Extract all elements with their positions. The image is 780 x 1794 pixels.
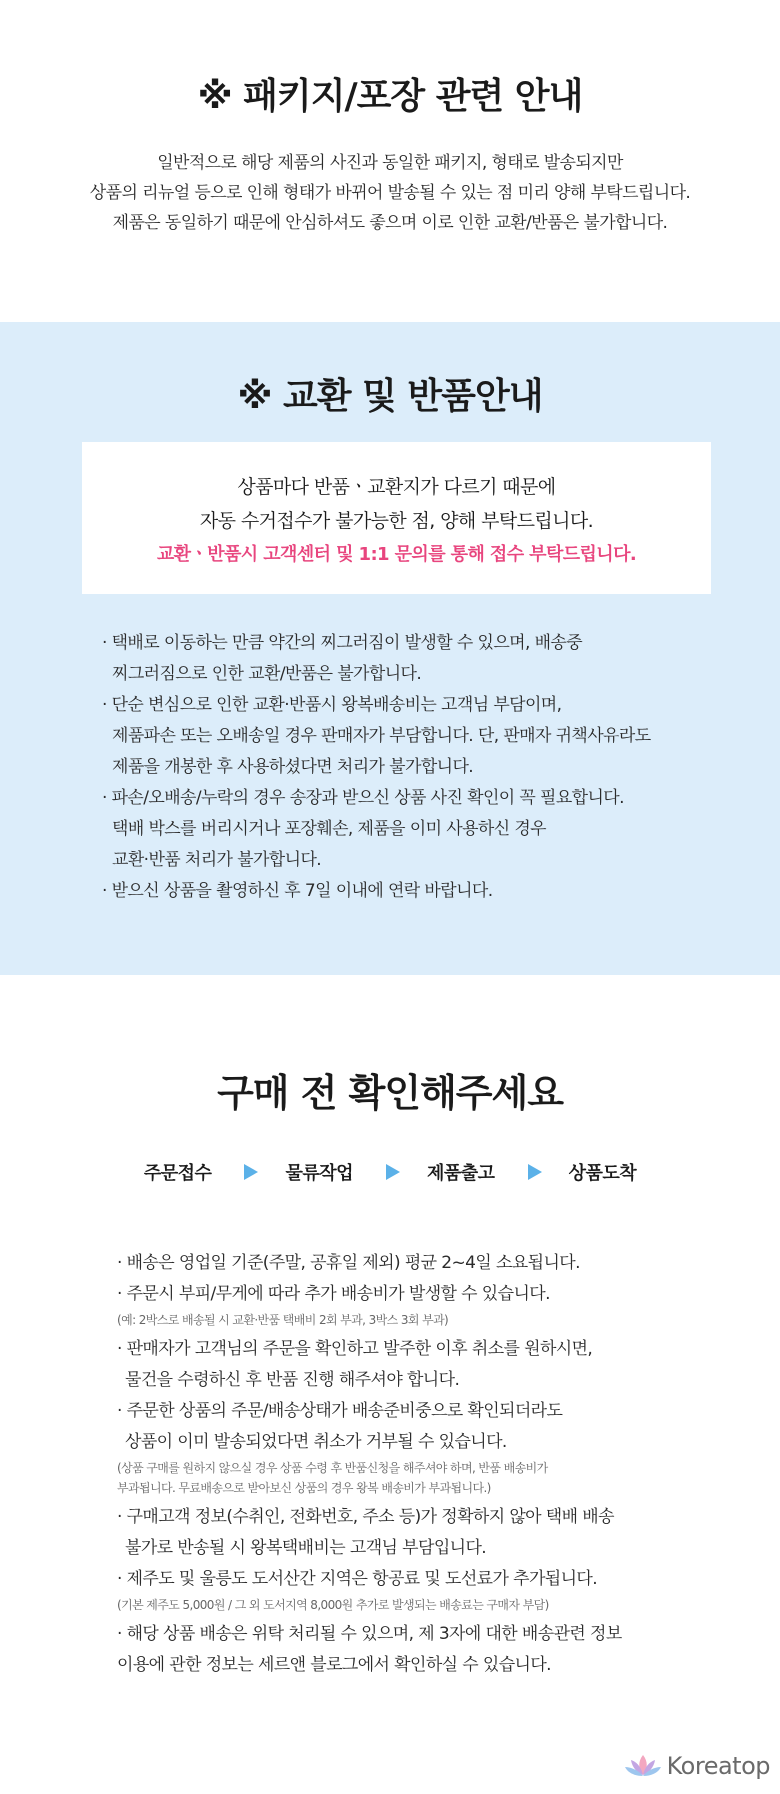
- package-notice-line: 제품은 동일하기 때문에 안심하셔도 좋으며 이로 인한 교환/반품은 불가합니다.: [112, 213, 668, 233]
- check-item: · 구매고객 정보(수취인, 전화번호, 주소 등)가 정확하지 않아 택배 배송: [117, 1507, 614, 1527]
- step-arrival: 상품도착: [568, 1163, 637, 1184]
- bullet-continuation: 제품을 개봉한 후 사용하셨다면 처리가 불가합니다.: [112, 757, 474, 777]
- check-continuation: 불가로 반송될 시 왕복택배비는 고객님 부담입니다.: [125, 1538, 487, 1558]
- logo-text: Koreatop: [666, 1752, 770, 1780]
- arrow-right-icon: [244, 1164, 258, 1180]
- order-process-steps: [0, 1157, 780, 1187]
- package-notice-line: 일반적으로 해당 제품의 사진과 동일한 패키지, 형태로 발송되지만: [157, 153, 623, 173]
- check-note: (예: 2박스로 배송될 시 교환·반품 택배비 2회 부과, 3박스 3회 부과): [117, 1313, 449, 1327]
- check-continuation: 이용에 관한 정보는 세르앤 블로그에서 확인하실 수 있습니다.: [117, 1655, 551, 1675]
- purchase-check-list: [117, 1248, 737, 1681]
- exchange-return-title: ※ 교환 및 반품안내: [237, 376, 543, 417]
- package-notice-title: ※ 패키지/포장 관련 안내: [197, 76, 583, 117]
- bullet-continuation: 교환·반품 처리가 불가합니다.: [112, 850, 322, 870]
- package-notice-line: 상품의 리뉴얼 등으로 인해 형태가 바뀌어 발송될 수 있는 점 미리 양해 부탁드립니다.: [89, 183, 691, 203]
- check-item: · 제주도 및 울릉도 도서산간 지역은 항공료 및 도선료가 추가됩니다.: [117, 1569, 598, 1589]
- check-continuation: 상품이 이미 발송되었다면 취소가 거부될 수 있습니다.: [125, 1432, 507, 1452]
- check-item: · 해당 상품 배송은 위탁 처리될 수 있으며, 제 3자에 대한 배송관련 정보: [117, 1624, 622, 1644]
- check-item: · 주문한 상품의 주문/배송상태가 배송준비중으로 확인되더라도: [117, 1401, 563, 1421]
- step-order-received: 주문접수: [143, 1163, 212, 1184]
- check-item: · 판매자가 고객님의 주문을 확인하고 발주한 이후 취소를 원하시면,: [117, 1339, 593, 1359]
- exchange-bullet-list: [102, 628, 742, 907]
- check-item: · 주문시 부피/무게에 따라 추가 배송비가 발생할 수 있습니다.: [117, 1284, 550, 1304]
- notice-line: 자동 수거접수가 불가능한 점, 양해 부탁드립니다.: [199, 510, 594, 532]
- exchange-notice-box: [82, 442, 711, 594]
- step-shipping: 제품출고: [427, 1163, 495, 1184]
- package-notice-section: [0, 0, 780, 322]
- bullet-continuation: 찌그러짐으로 인한 교환/반품은 불가합니다.: [112, 664, 422, 684]
- check-note: (상품 구매를 원하지 않으실 경우 상품 수령 후 반품신청을 해주셔야 하며, 반품 배송비가: [117, 1461, 548, 1475]
- bullet-continuation: 제품파손 또는 오배송일 경우 판매자가 부담합니다. 단, 판매자 귀책사유라도: [112, 726, 651, 746]
- lotus-icon: [623, 1751, 663, 1781]
- arrow-right-icon: [528, 1164, 542, 1180]
- bullet-item: · 받으신 상품을 촬영하신 후 7일 이내에 연락 바랍니다.: [102, 881, 493, 901]
- notice-line: 상품마다 반품ㆍ교환지가 다르기 때문에: [237, 476, 556, 498]
- purchase-check-section: [0, 975, 780, 1794]
- check-note: 부과됩니다. 무료배송으로 받아보신 상품의 경우 왕복 배송비가 부과됩니다.): [117, 1481, 491, 1495]
- bullet-item: · 파손/오배송/누락의 경우 송장과 받으신 상품 사진 확인이 꼭 필요합니다.: [102, 788, 624, 808]
- check-note: (기본 제주도 5,000원 / 그 외 도서지역 8,000원 추가로 발생되는 배송료는 구매자 부담): [117, 1598, 549, 1612]
- step-logistics: 물류작업: [285, 1163, 353, 1184]
- notice-highlight-line: 교환ㆍ반품시 고객센터 및 1:1 문의를 통해 접수 부탁드립니다.: [156, 544, 637, 565]
- koreatop-logo: [623, 1750, 770, 1782]
- check-item: · 배송은 영업일 기준(주말, 공휴일 제외) 평균 2~4일 소요됩니다.: [117, 1253, 580, 1273]
- purchase-check-title: 구매 전 확인해주세요: [217, 1071, 563, 1115]
- arrow-right-icon: [386, 1164, 400, 1180]
- exchange-return-section: [0, 322, 780, 975]
- bullet-item: · 택배로 이동하는 만큼 약간의 찌그러짐이 발생할 수 있으며, 배송중: [102, 633, 583, 653]
- check-continuation: 물건을 수령하신 후 반품 진행 해주셔야 합니다.: [125, 1370, 460, 1390]
- package-notice-text: [0, 148, 780, 238]
- bullet-continuation: 택배 박스를 버리시거나 포장훼손, 제품을 이미 사용하신 경우: [112, 819, 546, 839]
- bullet-item: · 단순 변심으로 인한 교환·반품시 왕복배송비는 고객님 부담이며,: [102, 695, 562, 715]
